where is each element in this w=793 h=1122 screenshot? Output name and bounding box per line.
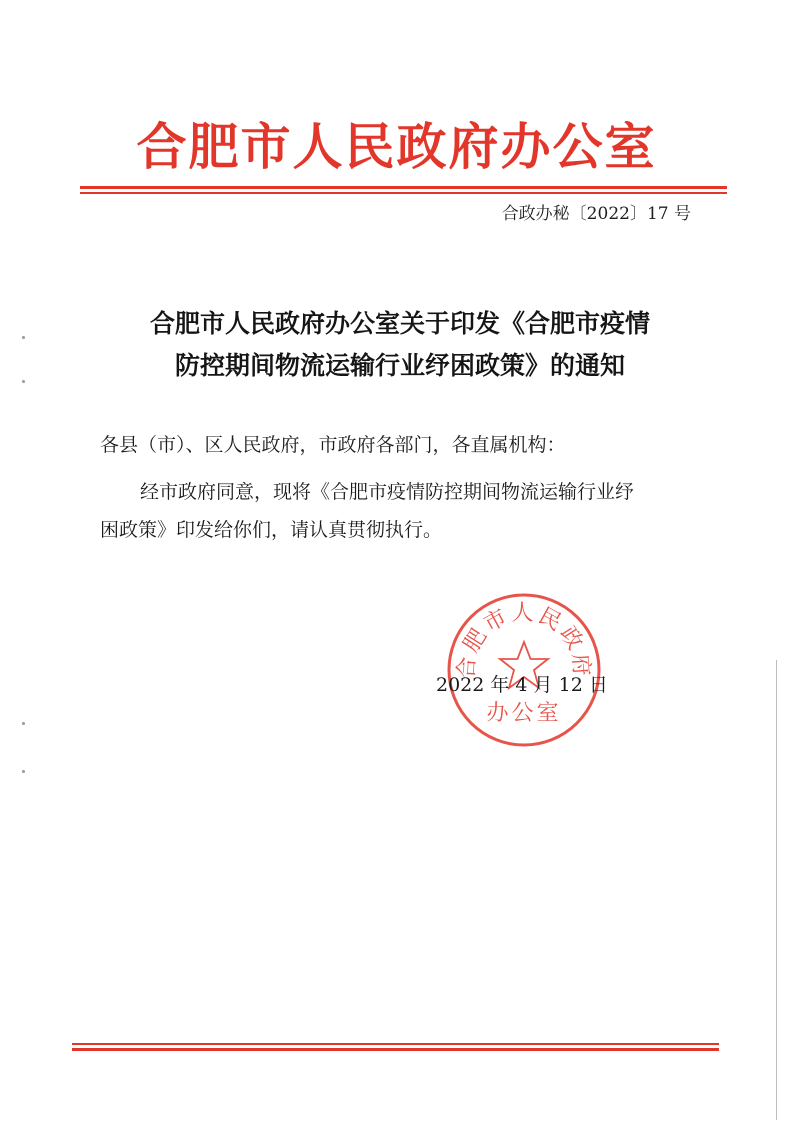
header-rule-thick — [80, 186, 727, 189]
scan-artifact — [22, 770, 25, 773]
notice-title-line-2: 防控期间物流运输行业纾困政策》的通知 — [174, 351, 625, 380]
footer-rule-thick — [72, 1048, 719, 1051]
scan-artifact — [22, 336, 25, 339]
recipient-line: 各县（市）、区人民政府，市政府各部门，各直属机构： — [100, 434, 566, 456]
seal-bottom-text: 办公室 — [486, 701, 562, 726]
notice-title-line-1: 合肥市人民政府办公室关于印发《合肥市疫情 — [149, 309, 650, 338]
scan-artifact — [22, 380, 25, 383]
header-rule-thin — [80, 192, 727, 194]
scan-artifact — [22, 722, 25, 725]
document-number: 合政办秘〔2022〕17 号 — [501, 204, 691, 224]
issue-date: 2022 年 4 月 12 日 — [436, 674, 608, 696]
seal-arc-text: 合肥市人民政府 — [454, 601, 594, 680]
notice-title — [80, 303, 720, 387]
body-line-1: 经市政府同意，现将《合肥市疫情防控期间物流运输行业纾 — [140, 481, 635, 503]
org-title: 合肥市人民政府办公室 — [136, 117, 657, 176]
footer-rule-thin — [72, 1043, 719, 1045]
body-line-2: 困政策》印发给你们，请认真贯彻执行。 — [100, 519, 443, 541]
body-paragraph — [100, 473, 700, 549]
scan-edge-line — [776, 660, 777, 1120]
